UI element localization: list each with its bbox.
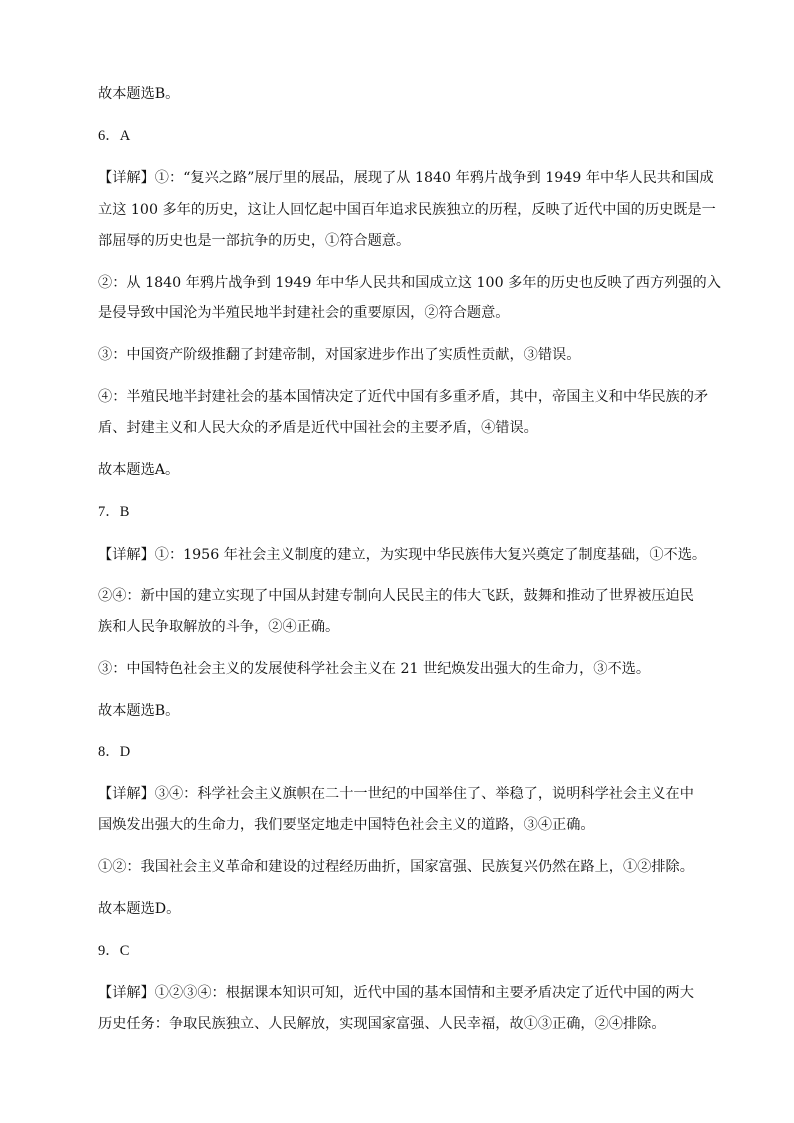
explanation-line-q9-1: 【详解】①②③④：根据课本知识可知，近代中国的基本国情和主要矛盾决定了近代中国的两大 [98, 985, 694, 1001]
answer-heading-q6: 6．A [98, 128, 131, 144]
answer-heading-q7: 7．B [98, 504, 130, 520]
conclusion-line-q5: 故本题选B。 [98, 86, 180, 102]
explanation-line-q6-6: ③：中国资产阶级推翻了封建帝制，对国家进步作出了实质性贡献，③错误。 [98, 347, 581, 363]
explanation-line-q8-3: ①②：我国社会主义革命和建设的过程经历曲折，国家富强、民族复兴仍然在路上，①②排除。 [98, 859, 694, 875]
explanation-line-q6-2: 立这 100 多年的历史，这让人回忆起中国百年追求民族独立的历程，反映了近代中国的历史既是一 [98, 202, 716, 218]
explanation-line-q6-7: ④：半殖民地半封建社会的基本国情决定了近代中国有多重矛盾，其中，帝国主义和中华民族的矛 [98, 389, 709, 405]
conclusion-line-q8: 故本题选D。 [98, 901, 181, 917]
explanation-line-q6-8: 盾、封建主义和人民大众的矛盾是近代中国社会的主要矛盾，④错误。 [98, 420, 538, 436]
explanation-line-q6-4: ②：从 1840 年鸦片战争到 1949 年中华人民共和国成立这 100 多年的历史也反映了西方列强的入 [98, 275, 721, 291]
explanation-line-q9-2: 历史任务：争取民族独立、人民解放，实现国家富强、人民幸福，故①③正确，②④排除。 [98, 1016, 666, 1032]
explanation-line-q7-4: ③：中国特色社会主义的发展使科学社会主义在 21 世纪焕发出强大的生命力，③不选。 [98, 661, 651, 677]
explanation-line-q7-3: 族和人民争取解放的斗争，②④正确。 [98, 619, 340, 635]
explanation-line-q7-1: 【详解】①：1956 年社会主义制度的建立，为实现中华民族伟大复兴奠定了制度基础，①不选。 [98, 547, 707, 563]
conclusion-line-q6: 故本题选A。 [98, 462, 180, 478]
explanation-line-q6-3: 部屈辱的历史也是一部抗争的历史，①符合题意。 [98, 233, 411, 249]
explanation-line-q6-5: 是侵导致中国沦为半殖民地半封建社会的重要原因，②符合题意。 [98, 305, 510, 321]
explanation-line-q8-2: 国焕发出强大的生命力，我们要坚定地走中国特色社会主义的道路，③④正确。 [98, 817, 595, 833]
conclusion-line-q7: 故本题选B。 [98, 703, 180, 719]
explanation-line-q6-1: 【详解】①：“复兴之路”展厅里的展品，展现了从 1840 年鸦片战争到 1949 年中华人民共和国成 [98, 170, 714, 186]
explanation-line-q7-2: ②④：新中国的建立实现了中国从封建专制向人民民主的伟大飞跃，鼓舞和推动了世界被压迫民 [98, 588, 694, 604]
answer-heading-q8: 8．D [98, 744, 131, 760]
explanation-line-q8-1: 【详解】③④：科学社会主义旗帜在二十一世纪的中国举住了、举稳了，说明科学社会主义在中 [98, 786, 694, 802]
answer-heading-q9: 9．C [98, 943, 130, 959]
